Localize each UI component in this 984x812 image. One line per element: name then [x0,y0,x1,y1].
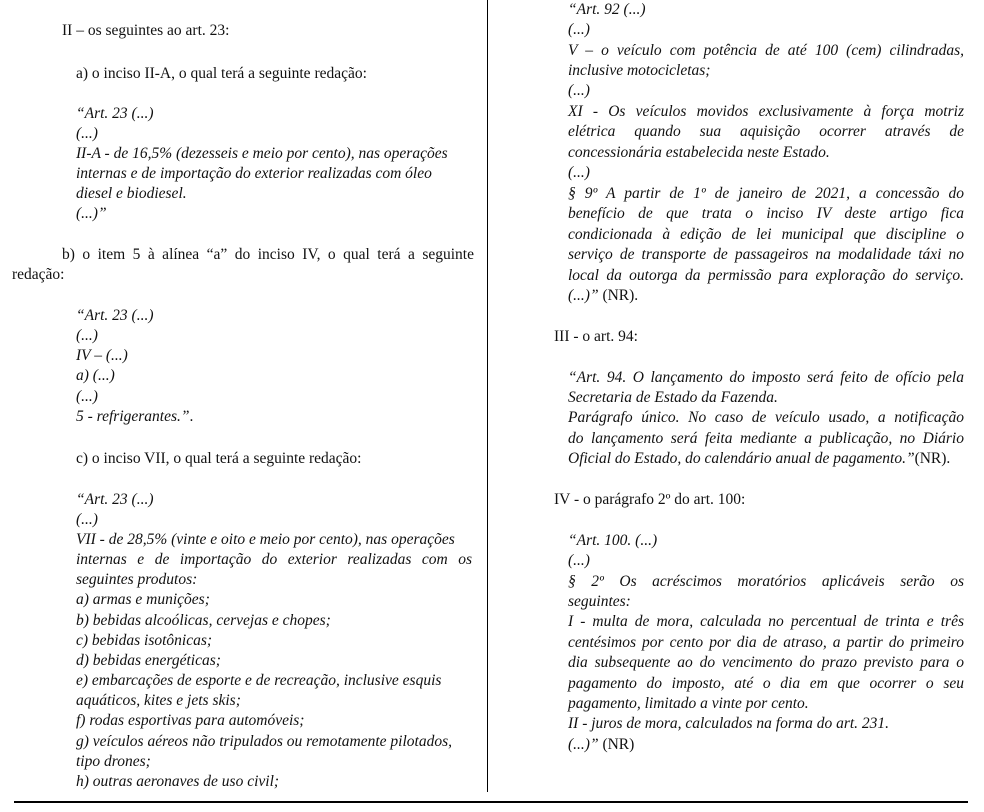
quote-line: condicionada à edição de lei municipal que discipline o [568,226,964,243]
bottom-rule [14,801,968,803]
quote-line: serviço de transporte de passageiros na modalidade táxi no [568,246,964,263]
quote-line: (...) [568,21,590,38]
quote-text: (...)” [568,287,599,304]
quote-line: a) (...) [76,367,115,384]
quote-line: (...)” [76,205,107,222]
quote-line: internas e de importação do exterior realizadas com os [76,551,472,568]
quote-text: 5 - refrigerantes.” [76,408,190,425]
quote-text: Oficial do Estado, do calendário anual de pagamento.” [568,450,915,467]
quote-line: concessionária estabelecida neste Estado. [568,144,830,161]
nr-marker: (NR) [598,736,635,753]
quote-line: I - multa de mora, calculada no percentual de trinta e três [568,613,964,630]
quote-line: § 9º A partir de 1º de janeiro de 2021, a concessão do [568,185,964,202]
list-item: e) embarcações de esporte e de recreação, inclusive esquis [76,672,442,689]
quote-line [76,407,193,427]
column-divider [487,0,488,792]
nr-marker: (NR). [598,287,639,304]
quote-line: “Art. 23 (...) [76,307,154,324]
list-item: d) bebidas energéticas; [76,652,221,669]
quote-line: elétrica quando sua aquisição ocorrer através de [568,123,964,140]
quote-line: Secretaria de Estado da Fazenda. [568,389,778,406]
quote-line: inclusive motocicletas; [568,62,711,79]
quote-line: (...) [568,164,590,181]
quote-line: “Art. 23 (...) [76,105,154,122]
quote-line: pagamento do imposto, até o dia em que ocorrer o seu [568,675,964,692]
quote-line [568,449,950,469]
quote-text: (...)” [568,736,599,753]
quote-line: VII - de 28,5% (vinte e oito e meio por cento), nas operações [76,531,455,548]
list-item: b) bebidas alcoólicas, cervejas e chopes; [76,612,331,629]
heading-iv: IV - o parágrafo 2º do art. 100: [554,491,746,508]
quote-line: II - juros de mora, calculados na forma do art. 231. [568,715,890,732]
quote-line: diesel e biodiesel. [76,185,187,202]
quote-line: internas e de importação do exterior realizadas com óleo [76,165,432,182]
quote-line: V – o veículo com potência de até 100 (cem) cilindradas, [568,42,964,59]
quote-line: “Art. 94. O lançamento do imposto será feito de ofício pela [568,369,964,386]
item-c: c) o inciso VII, o qual terá a seguinte redação: [76,450,362,467]
quote-line: pagamento, limitado a vinte por cento. [568,695,809,712]
quote-line: centésimos por cento por dia de atraso, a partir do primeiro [568,634,964,651]
list-item: aquáticos, kites e jets skis; [76,692,241,709]
quote-line: local da outorga da permissão para exploração do serviço. [568,267,964,284]
quote-line: “Art. 92 (...) [568,1,646,18]
quote-line: dia subsequente ao do vencimento do prazo previsto para o [568,654,964,671]
item-b: b) o item 5 à alínea “a” do inciso IV, o qual terá a seguinte [62,246,474,263]
quote-line: (...) [76,511,98,528]
quote-line: “Art. 100. (...) [568,532,658,549]
period: . [189,408,194,425]
item-b-cont: redação: [12,266,65,283]
quote-line: benefício de que trata o inciso IV deste artigo fica [568,205,964,222]
quote-line: (...) [76,388,98,405]
quote-line: IV – (...) [76,347,128,364]
quote-line: XI - Os veículos movidos exclusivamente à força motriz [568,103,964,120]
quote-line: “Art. 23 (...) [76,491,154,508]
quote-line: § 2º Os acréscimos moratórios aplicáveis serão os [568,573,964,590]
heading-iii: III - o art. 94: [554,328,638,345]
quote-line: (...) [76,327,98,344]
list-item: h) outras aeronaves de uso civil; [76,773,280,790]
quote-line: do lançamento será feita mediante a publicação, no Diário [568,430,964,447]
quote-line: (...) [568,552,590,569]
quote-line [568,735,634,755]
quote-line: II-A - de 16,5% (dezesseis e meio por cento), nas operações [76,145,448,162]
item-a: a) o inciso II-A, o qual terá a seguinte redação: [76,65,367,82]
heading-ii: II – os seguintes ao art. 23: [62,22,230,39]
quote-line: seguintes produtos: [76,571,198,588]
list-item: a) armas e munições; [76,591,210,608]
list-item: c) bebidas isotônicas; [76,632,213,649]
list-item: g) veículos aéreos não tripulados ou remotamente pilotados, [76,733,452,750]
quote-line: (...) [568,82,590,99]
nr-marker: (NR). [914,450,951,467]
quote-line [568,286,638,306]
list-item: f) rodas esportivas para automóveis; [76,712,305,729]
quote-line: seguintes: [568,593,631,610]
quote-line: Parágrafo único. No caso de veículo usado, a notificação [568,409,964,426]
list-item: tipo drones; [76,753,151,770]
quote-line: (...) [76,125,98,142]
